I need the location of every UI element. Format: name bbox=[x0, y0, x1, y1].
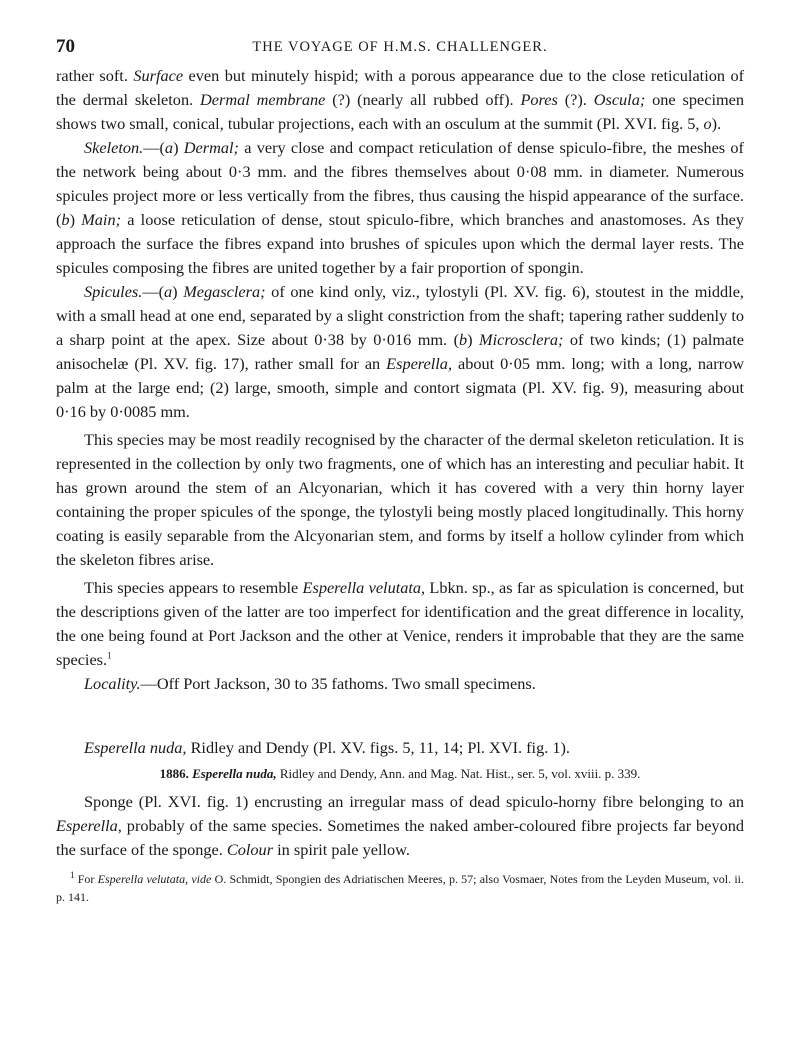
footnote-reference[interactable]: 1 bbox=[107, 650, 112, 661]
footnote: $^1$ For Esperella velutata, vide O. Schmidt, Spongien des Adriatischen Meeres, p. 57; also Vosmaer, Notes from the Leyden Museum, vol. ii. p. 141. bbox=[56, 870, 745, 904]
species-heading: Esperella nuda, Ridley and Dendy (Pl. XV. figs. 5, 11, 14; Pl. XVI. fig. 1). bbox=[84, 738, 570, 757]
paragraph-locality: Locality.—Off Port Jackson, 30 to 35 fathoms. Two small specimens. bbox=[84, 674, 536, 693]
footnote-mark: 1 bbox=[70, 870, 75, 880]
paragraph-skeleton: Skeleton.—(a) Dermal; a very close and compact reticulation of dense spiculo-fibre, the meshes of the network being about 0·3 mm. and the fibres themselves about 0·08 mm. in diameter. Numerous spicules project more or less vertically from the fibres, thus causing the hispid appearance of the surface. (b) Main; a loose reticulation of dense, stout spiculo-fibre, which branches and anastomoses. As they approach the surface the fibres expand into brushes of spicules upon which the dermal layer rests. The spicules composing the fibres are united together by a fair proportion of spongin. bbox=[56, 138, 744, 277]
running-head bbox=[56, 36, 744, 64]
paragraph-recognised: This species may be most readily recognised by the character of the dermal skeleton reticulation. It is represented in the collection by only two fragments, one of which has an interesting and peculiar habit. It has grown around the stem of an Alcyonarian, which it has covered with a very thin horny layer containing the proper spicules of the sponge, the tylostyli being mostly placed longitudinally. This horny coating is easily separable from the Alcyonarian stem, and forms by itself a hollow cylinder from which the skeleton fibres arise. bbox=[56, 430, 744, 569]
paragraph-resemble: This species appears to resemble Esperella velutata, Lbkn. sp., as far as spiculation is concerned, but the descriptions given of the latter are too imperfect for identification and the great difference in locality, the one being found at Port Jackson and the other at Venice, renders it improbable that they are the same species.$^1$ bbox=[56, 578, 744, 669]
footnotes bbox=[56, 870, 744, 906]
page-number: 70 bbox=[56, 36, 75, 57]
running-title: THE VOYAGE OF H.M.S. CHALLENGER. bbox=[252, 39, 548, 55]
paragraph-sponge: Sponge (Pl. XVI. fig. 1) encrusting an irregular mass of dead spiculo-horny fibre belonging to an Esperella, probably of the same species. Sometimes the naked amber-coloured fibre projects far beyond the surface of the sponge. Colour in spirit pale yellow. bbox=[56, 792, 744, 859]
paragraph-spicules: Spicules.—(a) Megasclera; of one kind only, viz., tylostyli (Pl. XV. fig. 6), stoutest in the middle, with a small head at one end, separated by a slight constriction from the shaft; tapering rather suddenly to a sharp point at the apex. Size about 0·38 by 0·016 mm. (b) Microsclera; of two kinds; (1) palmate anisochelæ (Pl. XV. fig. 17), rather small for an Esperella, about 0·05 mm. long; with a long, narrow palm at the large end; (2) large, smooth, simple and contort sigmata (Pl. XV. fig. 9), measuring about 0·16 by 0·0085 mm. bbox=[56, 282, 745, 421]
paragraph-description: rather soft. Surface even but minutely hispid; with a porous appearance due to the close reticulation of the dermal skeleton. Dermal membrane (?) (nearly all rubbed off). Pores (?). Oscula; one specimen shows two small, conical, tubular projections, each with an osculum at the summit (Pl. XVI. fig. 5, o). bbox=[56, 66, 745, 133]
body-text bbox=[56, 64, 744, 862]
citation: 1886. Esperella nuda, Ridley and Dendy, Ann. and Mag. Nat. Hist., ser. 5, vol. xviii. p. 339. bbox=[159, 766, 641, 781]
